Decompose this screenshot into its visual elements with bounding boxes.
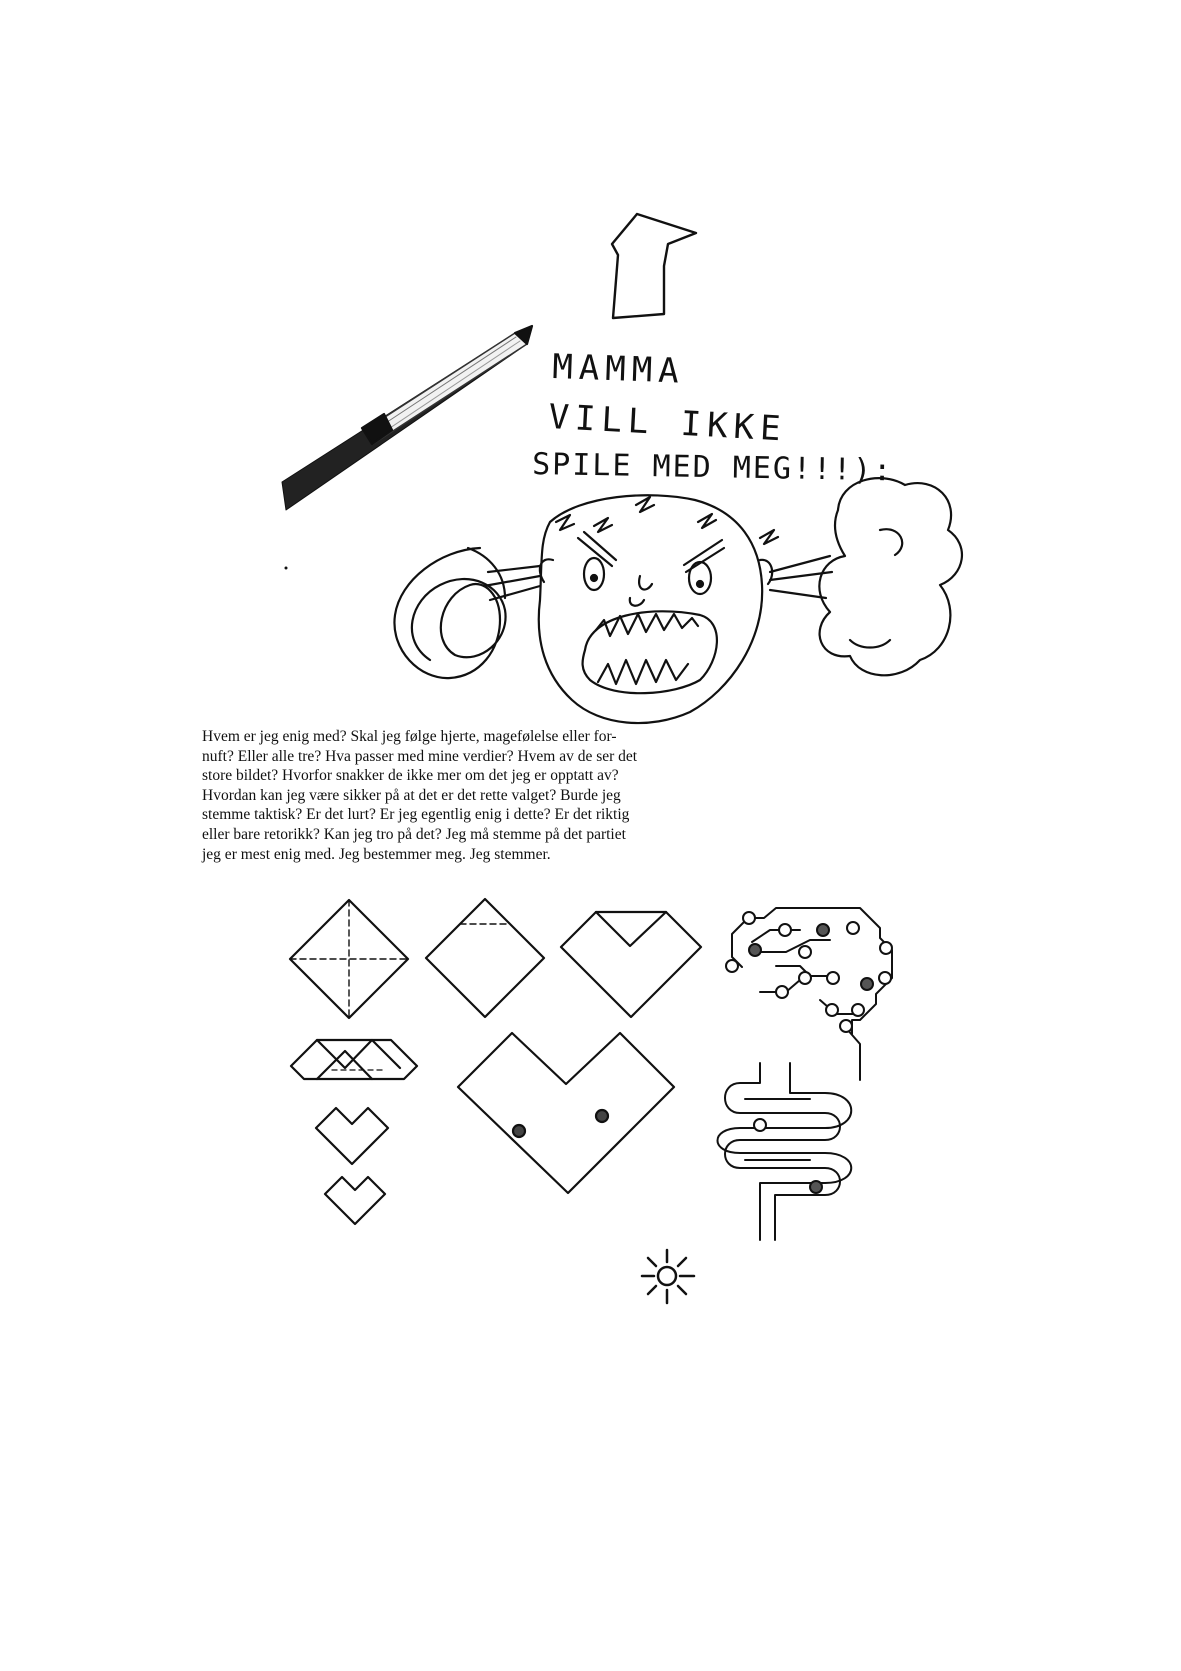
body-text-line: store bildet? Hvorfor snakker de ikke mer om det jeg er opptatt av? <box>202 767 619 785</box>
drawing-caption <box>532 347 894 488</box>
caption-line-2: VILL IKKE <box>547 397 788 450</box>
body-text-line: jeg er mest enig med. Jeg bestemmer meg. Jeg stemmer. <box>202 845 551 863</box>
body-text-line: nuft? Eller alle tre? Hva passer med mine verdier? Hvem av de ser det <box>202 747 638 765</box>
caption-line-1: MAMMA <box>551 347 686 392</box>
body-text-line: Hvordan kan jeg være sikker på at det er det rette valget? Burde jeg <box>202 786 621 804</box>
arrow-up-icon <box>612 214 696 318</box>
origami-heart-icon <box>290 899 701 1224</box>
caption-line-3: SPILE MED MEG!!!): <box>531 447 894 489</box>
sun-icon <box>642 1250 694 1303</box>
angry-face-icon <box>394 478 962 723</box>
body-text <box>202 727 682 864</box>
brain-circuit-icon <box>726 908 892 1080</box>
pen-icon <box>282 326 532 570</box>
body-text-line: eller bare retorikk? Kan jeg tro på det? Jeg må stemme på det partiet <box>202 825 626 843</box>
body-text-line: stemme taktisk? Er det lurt? Er jeg egentlig enig i dette? Er det riktig <box>202 806 630 824</box>
intestine-icon <box>718 1063 852 1240</box>
body-text-line: Hvem er jeg enig med? Skal jeg følge hjerte, magefølelse eller for- <box>202 728 617 745</box>
